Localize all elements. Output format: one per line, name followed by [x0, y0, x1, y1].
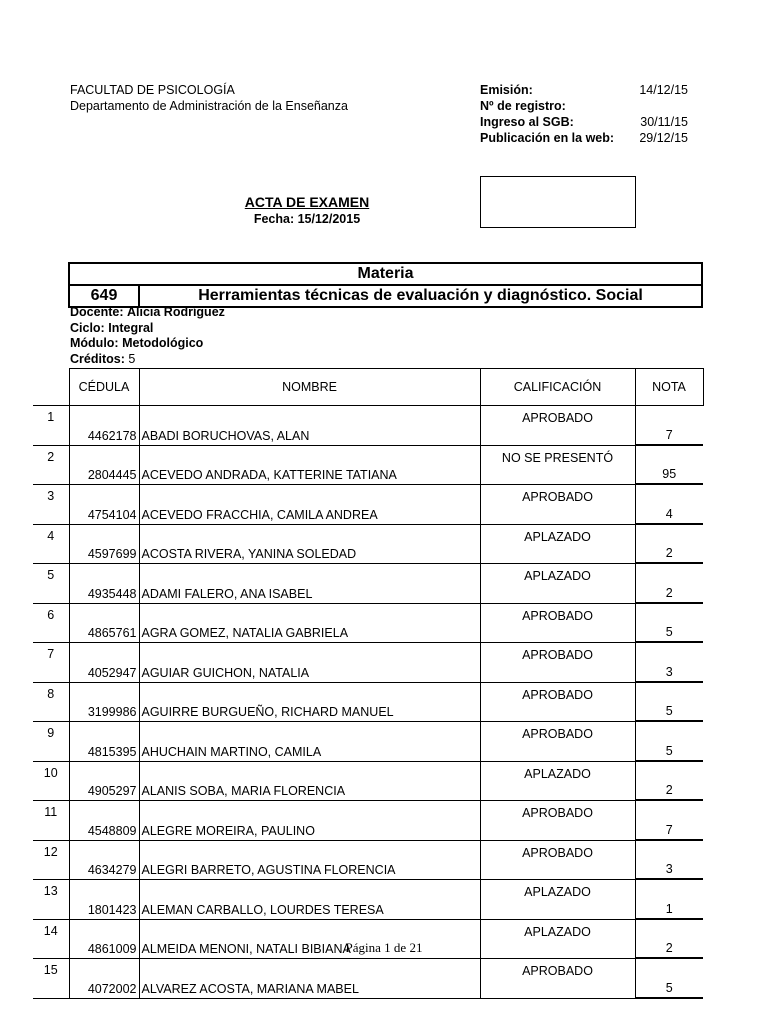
nombre-cell: ACEVEDO FRACCHIA, CAMILA ANDREA	[139, 485, 480, 525]
row-number: 12	[33, 840, 69, 880]
row-number: 1	[33, 406, 69, 446]
nota-cell	[635, 564, 703, 604]
nota-cell	[635, 524, 703, 564]
subject-header: Materia	[70, 264, 701, 286]
subject-name: Herramientas técnicas de evaluación y diagnóstico. Social	[198, 287, 643, 304]
calificacion-cell: APROBADO	[480, 406, 635, 446]
calificacion-cell: APROBADO	[480, 840, 635, 880]
cedula-cell: 4462178	[69, 406, 139, 446]
calificacion-cell: APROBADO	[480, 643, 635, 683]
row-number: 3	[33, 485, 69, 525]
meta-label: Emisión:	[480, 83, 533, 97]
calificacion-cell: APROBADO	[480, 485, 635, 525]
nota-value: 2	[635, 774, 704, 800]
calificacion-cell: APROBADO	[480, 959, 635, 999]
stamp-box	[480, 176, 636, 228]
nota-value: 4	[635, 498, 704, 524]
nota-value: 5	[635, 695, 704, 721]
institution-header	[70, 82, 348, 114]
row-number: 13	[33, 880, 69, 920]
cedula-cell: 2804445	[69, 445, 139, 485]
nombre-cell: ALANIS SOBA, MARIA FLORENCIA	[139, 761, 480, 801]
nota-cell	[635, 485, 703, 525]
credits-value: 5	[128, 351, 136, 366]
cycle-line	[70, 321, 225, 337]
table-row	[33, 801, 703, 841]
cedula-cell: 4548809	[69, 801, 139, 841]
nota-value: 3	[635, 853, 704, 879]
nombre-cell: ALEGRE MOREIRA, PAULINO	[139, 801, 480, 841]
credits-line	[70, 352, 225, 368]
meta-label: Ingreso al SGB:	[480, 115, 574, 129]
nota-value: 2	[635, 932, 704, 958]
table-row	[33, 682, 703, 722]
table-row	[33, 840, 703, 880]
meta-label: Publicación en la web:	[480, 131, 615, 145]
calificacion-cell: APLAZADO	[480, 919, 635, 959]
nombre-cell: AGUIAR GUICHON, NATALIA	[139, 643, 480, 683]
row-number: 7	[33, 643, 69, 683]
nota-value: 7	[635, 814, 704, 840]
nota-value: 3	[635, 656, 704, 682]
column-header-cedula: CÉDULA	[69, 369, 139, 406]
page-number: Página 1 de 21	[345, 940, 423, 955]
row-number: 2	[33, 445, 69, 485]
document-metadata	[480, 82, 688, 146]
row-number: 8	[33, 682, 69, 722]
column-header-calificacion: CALIFICACIÓN	[480, 369, 635, 406]
nombre-cell: ALEMAN CARBALLO, LOURDES TERESA	[139, 880, 480, 920]
acta-title: ACTA DE EXAMEN	[244, 194, 370, 210]
calificacion-cell: APROBADO	[480, 603, 635, 643]
cedula-cell: 4634279	[69, 840, 139, 880]
table-row	[33, 603, 703, 643]
table-row	[33, 880, 703, 920]
table-row	[33, 761, 703, 801]
subject-box	[68, 262, 703, 308]
table-header-row	[33, 369, 703, 406]
cedula-cell: 4865761	[69, 603, 139, 643]
row-number: 11	[33, 801, 69, 841]
calificacion-cell: APLAZADO	[480, 880, 635, 920]
cedula-cell: 4815395	[69, 722, 139, 762]
module-value: Metodológico	[122, 336, 204, 350]
nota-value: 95	[635, 458, 704, 484]
nota-cell	[635, 722, 703, 762]
cycle-label: Ciclo:	[70, 320, 105, 335]
meta-row	[480, 82, 688, 98]
calificacion-cell: APROBADO	[480, 722, 635, 762]
nombre-cell: AGRA GOMEZ, NATALIA GABRIELA	[139, 603, 480, 643]
nombre-cell: ALVAREZ ACOSTA, MARIANA MABEL	[139, 959, 480, 999]
nota-value: 1	[635, 893, 704, 919]
meta-row	[480, 98, 688, 114]
row-number: 4	[33, 524, 69, 564]
nombre-cell: ACOSTA RIVERA, YANINA SOLEDAD	[139, 524, 480, 564]
table-row	[33, 643, 703, 683]
nota-cell	[635, 603, 703, 643]
cedula-cell: 4052947	[69, 643, 139, 683]
nota-cell	[635, 761, 703, 801]
cycle-value: Integral	[108, 320, 154, 335]
table-row	[33, 406, 703, 446]
table-row	[33, 959, 703, 999]
teacher-label: Docente:	[70, 305, 124, 319]
nota-cell	[635, 682, 703, 722]
cedula-cell: 4861009	[69, 919, 139, 959]
cedula-cell: 4754104	[69, 485, 139, 525]
nota-value: 5	[635, 616, 704, 642]
meta-value: 14/12/15	[639, 83, 688, 97]
nota-value: 2	[635, 577, 704, 603]
cedula-cell: 4597699	[69, 524, 139, 564]
nombre-cell: ALEGRI BARRETO, AGUSTINA FLORENCIA	[139, 840, 480, 880]
teacher-line	[70, 305, 225, 321]
calificacion-cell: APROBADO	[480, 801, 635, 841]
meta-row	[480, 130, 688, 146]
row-number: 6	[33, 603, 69, 643]
calificacion-cell: APLAZADO	[480, 524, 635, 564]
module-line	[70, 336, 225, 352]
nombre-cell: ABADI BORUCHOVAS, ALAN	[139, 406, 480, 446]
nota-value: 2	[635, 537, 704, 563]
nota-cell	[635, 445, 703, 485]
meta-row	[480, 114, 688, 130]
calificacion-cell: NO SE PRESENTÓ	[480, 445, 635, 485]
row-number: 10	[33, 761, 69, 801]
exam-date: Fecha: 15/12/2015	[253, 212, 361, 226]
course-info	[70, 305, 225, 367]
calificacion-cell: APROBADO	[480, 682, 635, 722]
cedula-cell: 4905297	[69, 761, 139, 801]
nota-cell	[635, 959, 703, 999]
nota-cell	[635, 801, 703, 841]
cedula-cell: 3199986	[69, 682, 139, 722]
column-header-nombre: NOMBRE	[139, 369, 480, 406]
nombre-cell: AHUCHAIN MARTINO, CAMILA	[139, 722, 480, 762]
nota-value: 5	[635, 972, 704, 998]
grades-table	[33, 368, 704, 999]
row-number: 9	[33, 722, 69, 762]
nota-cell	[635, 840, 703, 880]
row-number: 5	[33, 564, 69, 604]
row-number-header	[33, 369, 69, 406]
cedula-cell: 1801423	[69, 880, 139, 920]
meta-value: 30/11/15	[640, 115, 688, 129]
department-name: Departamento de Administración de la Enseñanza	[70, 99, 348, 113]
nombre-cell: ADAMI FALERO, ANA ISABEL	[139, 564, 480, 604]
nota-cell	[635, 406, 703, 446]
table-row	[33, 445, 703, 485]
credits-label: Créditos:	[70, 351, 125, 366]
module-label: Módulo:	[70, 336, 119, 350]
cedula-cell: 4935448	[69, 564, 139, 604]
cedula-cell: 4072002	[69, 959, 139, 999]
table-row	[33, 485, 703, 525]
calificacion-cell: APLAZADO	[480, 761, 635, 801]
nombre-cell: ACEVEDO ANDRADA, KATTERINE TATIANA	[139, 445, 480, 485]
nota-value: 7	[635, 419, 704, 445]
nombre-cell: ALMEIDA MENONI, NATALI BIBIANA	[139, 919, 480, 959]
nota-value: 5	[635, 735, 704, 761]
meta-label: Nº de registro:	[480, 99, 566, 113]
subject-code: 649	[70, 286, 140, 306]
column-header-nota: NOTA	[635, 369, 703, 406]
table-row	[33, 564, 703, 604]
table-row	[33, 722, 703, 762]
nota-cell	[635, 643, 703, 683]
row-number: 14	[33, 919, 69, 959]
nota-cell	[635, 880, 703, 920]
faculty-name: FACULTAD DE PSICOLOGÍA	[70, 83, 235, 97]
subject-row	[70, 286, 701, 306]
calificacion-cell: APLAZADO	[480, 564, 635, 604]
row-number: 15	[33, 959, 69, 999]
nombre-cell: AGUIRRE BURGUEÑO, RICHARD MANUEL	[139, 682, 480, 722]
teacher-name: Alicia Rodríguez	[126, 305, 225, 319]
table-row	[33, 524, 703, 564]
grades-table-body	[33, 406, 703, 999]
meta-value: 29/12/15	[639, 131, 688, 145]
